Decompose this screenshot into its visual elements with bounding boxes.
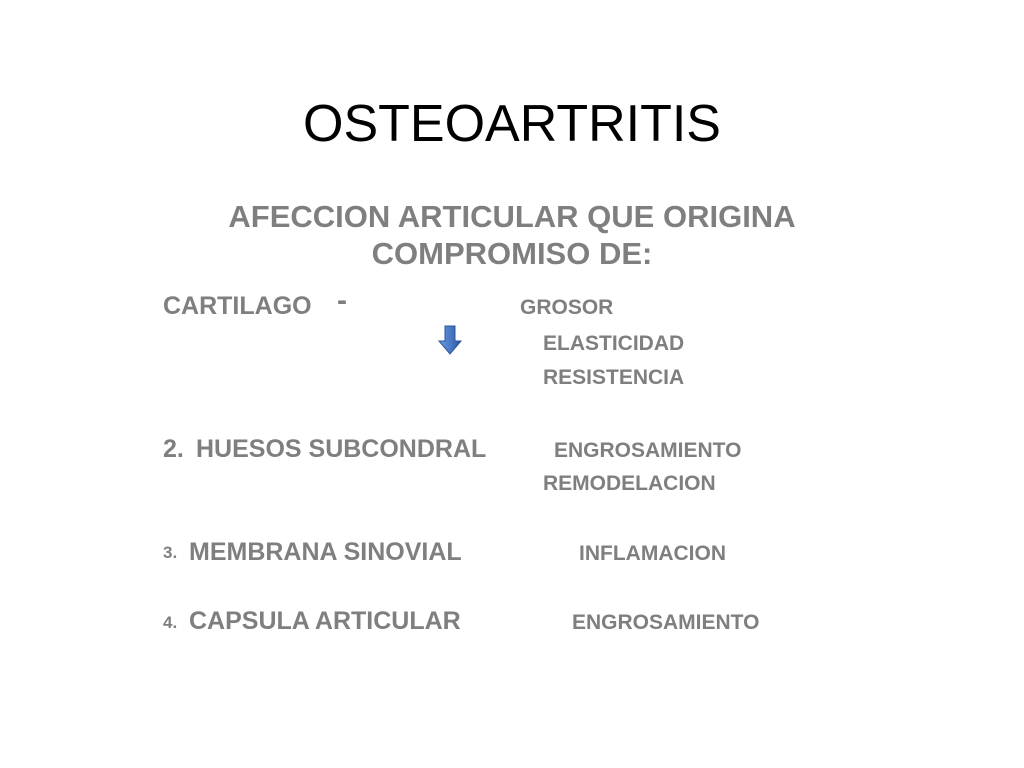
item-cartilago-effect-grosor: GROSOR [520, 296, 614, 319]
item-capsula-effect-engrosamiento: ENGROSAMIENTO [572, 611, 760, 634]
item-capsula-label: CAPSULA ARTICULAR [189, 607, 461, 635]
item-membrana-number: 3. [163, 543, 178, 562]
item-capsula-number: 4. [163, 613, 178, 632]
item-cartilago-effect-elasticidad: ELASTICIDAD [543, 332, 685, 355]
item-huesos-label: HUESOS SUBCONDRAL [196, 435, 487, 463]
item-cartilago-separator: - [337, 284, 347, 317]
item-huesos-effect-engrosamiento: ENGROSAMIENTO [554, 439, 742, 462]
item-membrana-label: MEMBRANA SINOVIAL [189, 538, 462, 566]
item-cartilago-effect-resistencia: RESISTENCIA [543, 366, 685, 389]
item-membrana-effect-inflamacion: INFLAMACION [579, 542, 726, 565]
subtitle-line-2: COMPROMISO DE: [371, 236, 653, 271]
down-arrow-icon [438, 325, 462, 355]
subtitle-line-1: AFECCION ARTICULAR QUE ORIGINA [228, 199, 796, 234]
item-huesos-effect-remodelacion: REMODELACION [543, 472, 716, 495]
item-huesos-number: 2. [163, 435, 184, 463]
item-cartilago-label: CARTILAGO [163, 292, 312, 320]
slide-title: OSTEOARTRITIS [303, 95, 721, 153]
